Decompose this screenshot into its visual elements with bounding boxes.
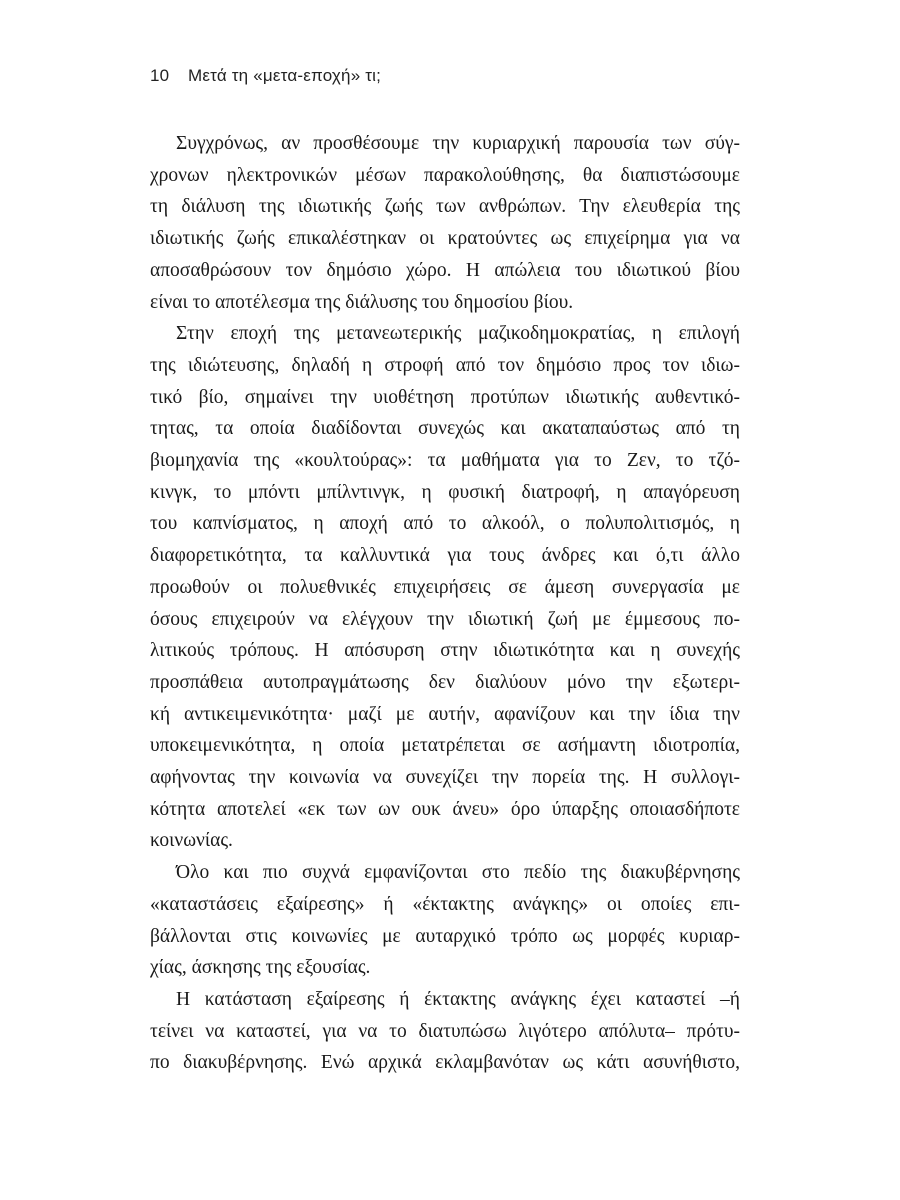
text-line: χίας, άσκησης της εξουσίας. xyxy=(150,957,371,979)
text-line: βιομηχανία της «κουλτούρας»: τα μαθήματα για το Ζεν, το τζό- xyxy=(150,450,740,472)
text-line: Συγχρόνως, αν προσθέσουμε την κυριαρχική παρουσία των σύγ- xyxy=(176,133,740,154)
text-line: προσπάθεια αυτοπραγμάτωσης δεν διαλύουν μόνο την εξωτερι- xyxy=(150,671,740,693)
text-line: ιδιωτικής ζωής επικαλέστηκαν οι κρατούντες ως επιχείρημα για να xyxy=(150,228,740,250)
text-line: χρονων ηλεκτρονικών μέσων παρακολούθησης, θα διαπιστώσουμε xyxy=(150,164,740,186)
paragraph-1 xyxy=(150,128,740,318)
text-line: πο διακυβέρνησης. Ενώ αρχικά εκλαμβανόταν ως κάτι ασυνήθιστο, xyxy=(150,1052,740,1074)
text-line: λιτικούς τρόπους. Η απόσυρση στην ιδιωτικότητα και η συνεχής xyxy=(150,640,740,662)
text-line: τητας, τα οποία διαδίδονται συνεχώς και ακαταπαύστως από τη xyxy=(150,418,740,440)
text-line: τη διάλυση της ιδιωτικής ζωής των ανθρώπων. Την ελευθερία της xyxy=(150,196,740,218)
paragraph-4 xyxy=(150,984,740,1079)
running-title: Μετά τη «μετα-εποχή» τι; xyxy=(188,66,382,85)
text-line: όσους επιχειρούν να ελέγχουν την ιδιωτική ζωή με έμμεσους πο- xyxy=(150,608,740,630)
text-line: κότητα αποτελεί «εκ των ων ουκ άνευ» όρο ύπαρξης οποιασδήποτε xyxy=(150,798,740,820)
text-line: τικό βίο, σημαίνει την υιοθέτηση προτύπων ιδιωτικής αυθεντικό- xyxy=(150,386,740,408)
text-line: τείνει να καταστεί, για να το διατυπώσω λιγότερο απόλυτα– πρότυ- xyxy=(150,1020,740,1042)
running-header xyxy=(150,66,381,86)
text-line: αποσαθρώσουν τον δημόσιο χώρο. Η απώλεια του ιδιωτικού βίου xyxy=(150,259,740,281)
text-line: υποκειμενικότητα, η οποία μετατρέπεται σε ασήμαντη ιδιοτροπία, xyxy=(150,735,740,757)
text-line: διαφορετικότητα, τα καλλυντικά για τους άνδρες και ό,τι άλλο xyxy=(150,545,740,567)
text-line: είναι το αποτέλεσμα της διάλυσης του δημοσίου βίου. xyxy=(150,291,574,313)
text-line: «καταστάσεις εξαίρεσης» ή «έκτακτης ανάγκης» οι οποίες επι- xyxy=(150,893,740,915)
text-line: κοινωνίας. xyxy=(150,830,233,852)
text-line: Στην εποχή της μετανεωτερικής μαζικοδημοκρατίας, η επιλογή xyxy=(176,323,740,345)
page-number: 10 xyxy=(150,66,170,85)
text-line: προωθούν οι πολυεθνικές επιχειρήσεις σε άμεση συνεργασία με xyxy=(150,576,740,598)
paragraph-3 xyxy=(150,857,740,984)
text-line: της ιδιώτευσης, δηλαδή η στροφή από τον δημόσιο προς τον ιδιω- xyxy=(150,354,740,376)
text-line: Η κατάσταση εξαίρεσης ή έκτακτης ανάγκης έχει καταστεί –ή xyxy=(176,988,740,1010)
body-text xyxy=(150,128,740,1079)
paragraph-2 xyxy=(150,318,740,857)
text-line: κή αντικειμενικότητα· μαζί με αυτήν, αφανίζουν και την ίδια την xyxy=(150,703,740,725)
text-line: βάλλονται στις κοινωνίες με αυταρχικό τρόπο ως μορφές κυριαρ- xyxy=(150,925,740,947)
text-line: Όλο και πιο συχνά εμφανίζονται στο πεδίο της διακυβέρνησης xyxy=(176,862,740,884)
text-line: αφήνοντας την κοινωνία να συνεχίζει την πορεία της. Η συλλογι- xyxy=(150,767,740,789)
text-line: κινγκ, το μπόντι μπίλντινγκ, η φυσική διατροφή, η απαγόρευση xyxy=(150,481,740,503)
text-line: του καπνίσματος, η αποχή από το αλκοόλ, ο πολυπολιτισμός, η xyxy=(150,513,740,535)
